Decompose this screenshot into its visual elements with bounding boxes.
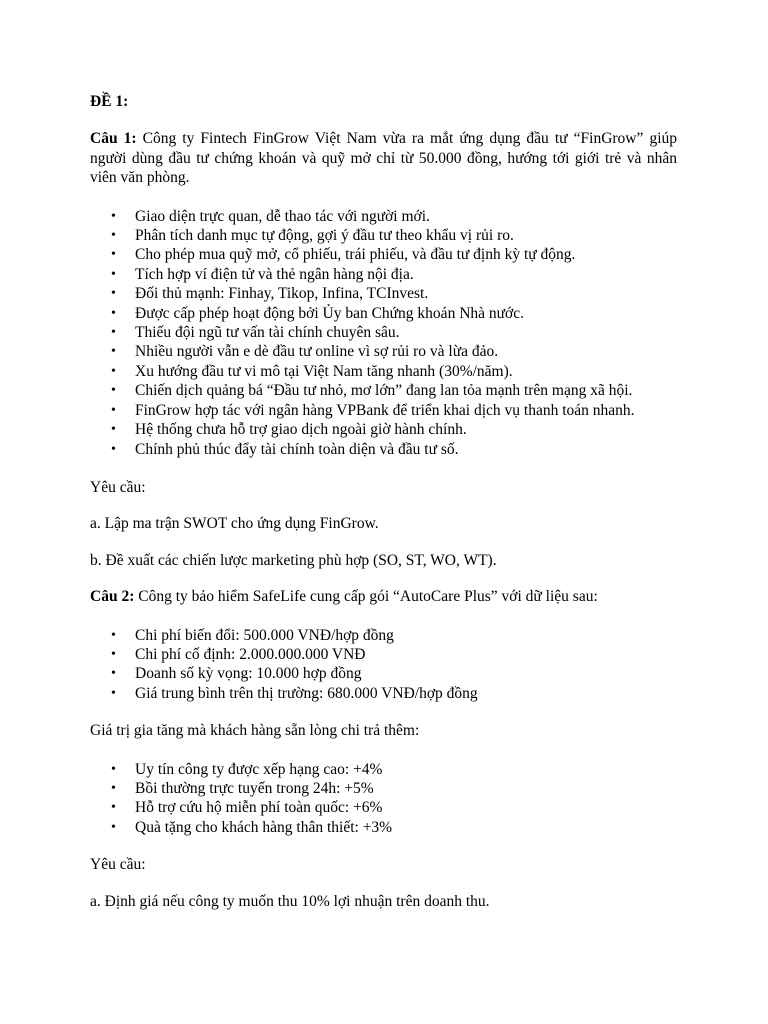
q2-value-intro: Giá trị gia tăng mà khách hàng sẵn lòng chi trả thêm: <box>90 722 420 740</box>
list-item: • Hỗ trợ cứu hộ miễn phí toàn quốc: +6% <box>90 798 677 817</box>
q2-intro-text: Công ty bảo hiểm SafeLife cung cấp gói “AutoCare Plus” với dữ liệu sau: <box>134 588 598 606</box>
q1-intro <box>90 129 677 187</box>
exam-title: ĐỀ 1: <box>90 93 129 110</box>
list-item: • FinGrow hợp tác với ngân hàng VPBank để triển khai dịch vụ thanh toán nhanh. <box>90 401 677 420</box>
list-item: • Quà tặng cho khách hàng thân thiết: +3% <box>90 818 677 837</box>
list-item: • Tích hợp ví điện tử và thẻ ngân hàng nội địa. <box>90 265 677 284</box>
list-item: • Nhiều người vẫn e dè đầu tư online vì sợ rủi ro và lừa đảo. <box>90 342 677 361</box>
q2-requirement-a: a. Định giá nếu công ty muốn thu 10% lợi nhuận trên doanh thu. <box>90 892 490 910</box>
list-item: • Chi phí cố định: 2.000.000.000 VNĐ <box>90 645 677 664</box>
list-item: • Hệ thống chưa hỗ trợ giao dịch ngoài giờ hành chính. <box>90 420 677 439</box>
list-item: • Chiến dịch quảng bá “Đầu tư nhỏ, mơ lớn” đang lan tỏa mạnh trên mạng xã hội. <box>90 381 677 400</box>
list-item: • Phân tích danh mục tự động, gợi ý đầu tư theo khẩu vị rủi ro. <box>90 226 677 245</box>
list-item: • Đối thủ mạnh: Finhay, Tikop, Infina, TCInvest. <box>90 284 677 303</box>
list-item: • Doanh số kỳ vọng: 10.000 hợp đồng <box>90 664 677 683</box>
list-item: • Cho phép mua quỹ mở, cổ phiếu, trái phiếu, và đầu tư định kỳ tự động. <box>90 245 677 264</box>
list-item: • Thiếu đội ngũ tư vấn tài chính chuyên sâu. <box>90 323 677 342</box>
q2-value-list <box>90 760 677 838</box>
q1-intro-text: Công ty Fintech FinGrow Việt Nam vừa ra mắt ứng dụng đầu tư “FinGrow” giúp người dùng đầu tư chứng khoán và quỹ mở chỉ từ 50.000 đồng, hướng tới giới trẻ và nhân viên văn phòng. <box>90 130 678 187</box>
list-item: • Chính phủ thúc đẩy tài chính toàn diện và đầu tư số. <box>90 440 677 459</box>
list-item: • Được cấp phép hoạt động bởi Ủy ban Chứng khoán Nhà nước. <box>90 304 677 323</box>
q1-requirement-b: b. Đề xuất các chiến lược marketing phù hợp (SO, ST, WO, WT). <box>90 551 497 569</box>
list-item: • Bồi thường trực tuyến trong 24h: +5% <box>90 779 677 798</box>
list-item: • Chi phí biến đổi: 500.000 VNĐ/hợp đồng <box>90 626 677 645</box>
q2-bullet-list <box>90 626 677 704</box>
list-item: • Giá trung bình trên thị trường: 680.000 VNĐ/hợp đồng <box>90 684 677 703</box>
q2-requirement-label: Yêu cầu: <box>90 856 146 874</box>
q1-requirement-a: a. Lập ma trận SWOT cho ứng dụng FinGrow. <box>90 515 379 533</box>
q1-bullet-list <box>90 207 677 459</box>
document-content <box>90 92 677 911</box>
q1-requirement-label: Yêu cầu: <box>90 478 146 496</box>
list-item: • Uy tín công ty được xếp hạng cao: +4% <box>90 760 677 779</box>
list-item: • Xu hướng đầu tư vi mô tại Việt Nam tăng nhanh (30%/năm). <box>90 362 677 381</box>
q2-intro <box>90 587 677 606</box>
q1-label: Câu 1: <box>90 130 137 148</box>
q2-label: Câu 2: <box>90 588 135 606</box>
list-item: • Giao diện trực quan, dễ thao tác với người mới. <box>90 207 677 226</box>
